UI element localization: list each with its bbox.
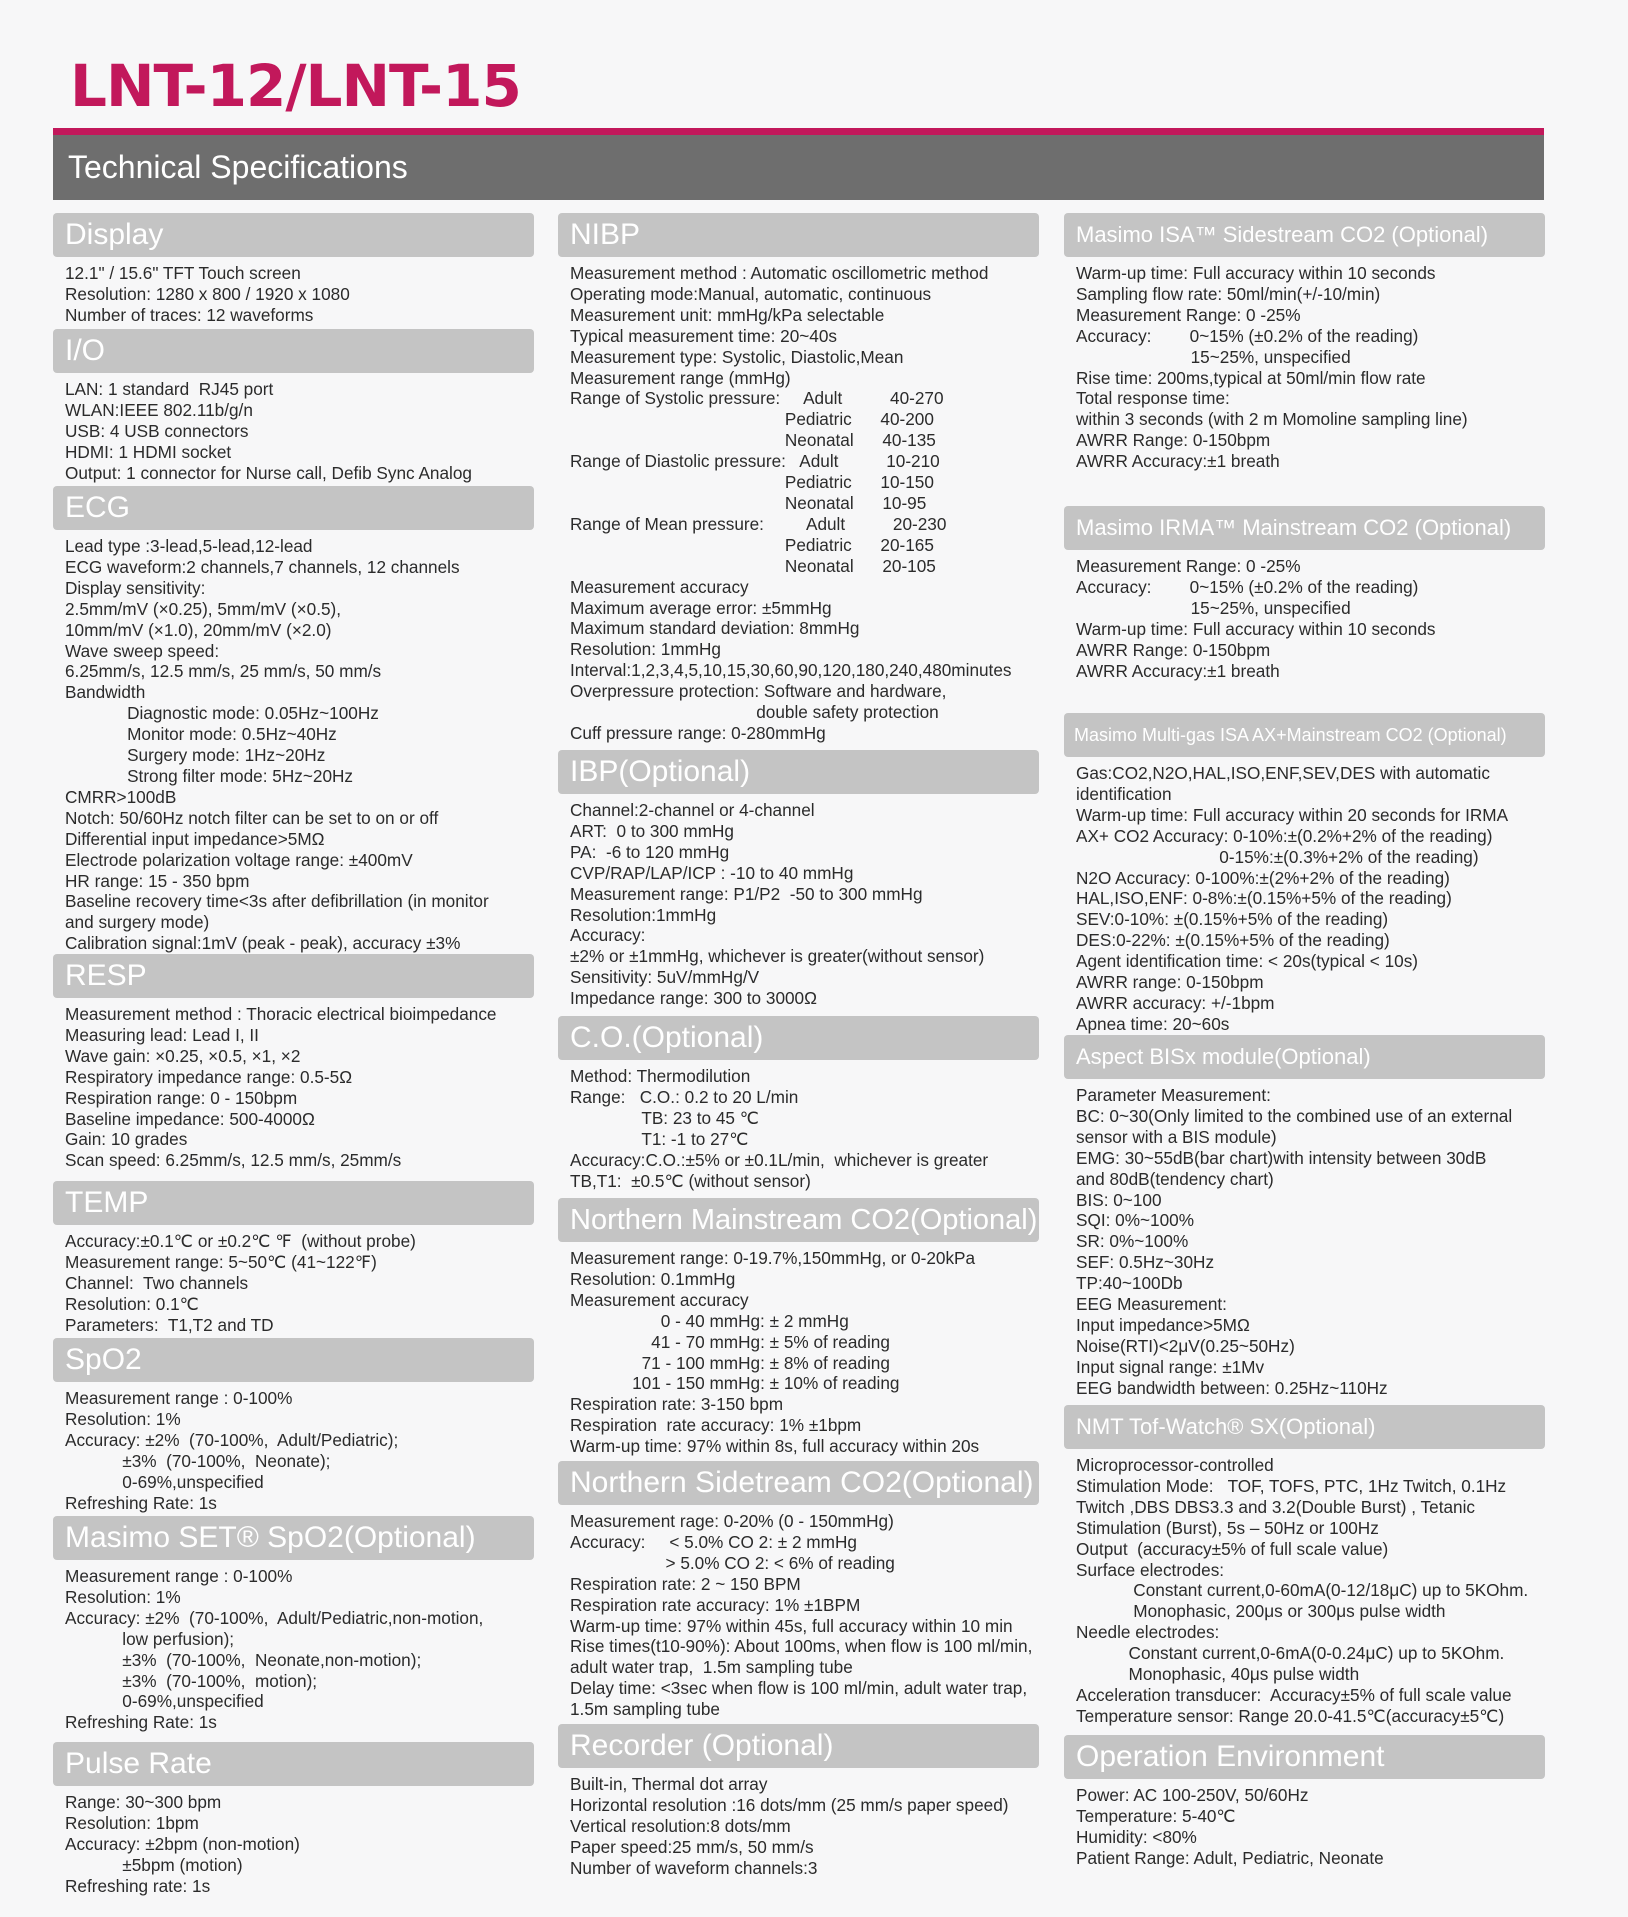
spec-line: Accuracy: ±2% (70-100%, Adult/Pediatric);: [65, 1429, 399, 1450]
spec-line: low perfusion);: [65, 1628, 235, 1649]
spec-line: Range: C.O.: 0.2 to 20 L/min: [570, 1086, 799, 1107]
spec-line: Resolution: 1mmHg: [570, 639, 721, 660]
section-heading: Masimo SET® SpO2(Optional): [53, 1516, 534, 1560]
section-heading: Masimo IRMA™ Mainstream CO2 (Optional): [1064, 506, 1545, 550]
spec-line: Temperature sensor: Range 20.0-41.5℃(accuracy±5℃): [1076, 1705, 1505, 1726]
spec-line: Respiration rate accuracy: 1% ±1bpm: [570, 1415, 862, 1436]
spec-line: Interval:1,2,3,4,5,10,15,30,60,90,120,180,240,480minutes: [570, 660, 1012, 681]
spec-line: Total response time:: [1076, 388, 1230, 409]
spec-line: TB,T1: ±0.5℃ (without sensor): [570, 1170, 811, 1191]
section-heading: NMT Tof-Watch® SX(Optional): [1064, 1405, 1545, 1449]
spec-line: Built-in, Thermal dot array: [570, 1774, 768, 1794]
spec-line: Strong filter mode: 5Hz~20Hz: [65, 765, 354, 786]
spec-line: Measurement accuracy: [570, 576, 749, 597]
spec-line: Accuracy:±0.1℃ or ±0.2℃ ℉ (without probe): [65, 1231, 416, 1251]
spec-line: HAL,ISO,ENF: 0-8%:±(0.15%+5% of the reading): [1076, 888, 1452, 909]
section-northern-sidetream-co2-optional: [558, 1461, 1039, 1724]
spec-line: Scan speed: 6.25mm/s, 12.5 mm/s, 25mm/s: [65, 1150, 402, 1171]
spec-line: AX+ CO2 Accuracy: 0-10%:±(0.2%+2% of the reading): [1076, 825, 1493, 846]
section-banner: Technical Specifications: [53, 135, 1544, 200]
section-heading: Operation Environment: [1064, 1735, 1545, 1779]
spec-line: Accuracy: 0~15% (±0.2% of the reading): [1076, 325, 1419, 346]
spec-line: Constant current,0-6mA(0-0.24μC) up to 5KOhm.: [1076, 1643, 1505, 1664]
spec-line: Monophasic, 200μs or 300μs pulse width: [1076, 1601, 1446, 1622]
spec-line: Notch: 50/60Hz notch filter can be set to on or off: [65, 807, 439, 828]
spec-line: Rise times(t10-90%): About 100ms, when flow is 100 ml/min,: [570, 1636, 1033, 1657]
spec-line: 71 - 100 mmHg: ± 8% of reading: [570, 1352, 890, 1373]
spec-line: Stimulation Mode: TOF, TOFS, PTC, 1Hz Twitch, 0.1Hz: [1076, 1475, 1507, 1496]
section-masimo-isa-sidestream-co2-optional: [1064, 213, 1545, 476]
spec-line: Operating mode:Manual, automatic, continuous: [570, 283, 932, 304]
section-heading: IBP(Optional): [558, 750, 1039, 794]
spec-line: EEG bandwidth between: 0.25Hz~110Hz: [1076, 1377, 1388, 1398]
section-nmt-tof-watch-sx-optional: [1064, 1405, 1545, 1731]
spec-line: BIS: 0~100: [1076, 1189, 1162, 1210]
section-body: [53, 1382, 534, 1517]
spec-line: Resolution: 1bpm: [65, 1812, 199, 1833]
section-body: [558, 794, 1039, 1013]
spec-line: Accuracy: ±2bpm (non-motion): [65, 1833, 300, 1854]
spec-line: Respiratory impedance range: 0.5-5Ω: [65, 1066, 353, 1087]
spec-line: HDMI: 1 HDMI socket: [65, 441, 232, 462]
section-i-o: [53, 329, 534, 488]
spec-line: HR range: 15 - 350 bpm: [65, 870, 250, 891]
spec-line: SEF: 0.5Hz~30Hz: [1076, 1252, 1215, 1273]
spec-line: Refreshing Rate: 1s: [65, 1492, 217, 1513]
section-heading: Recorder (Optional): [558, 1724, 1039, 1768]
spec-line: Refreshing rate: 1s: [65, 1875, 211, 1896]
spec-line: Delay time: <3sec when flow is 100 ml/min, adult water trap,: [570, 1678, 1028, 1699]
spec-line: Respiration rate: 3-150 bpm: [570, 1394, 784, 1415]
section-masimo-multi-gas-isa-ax-mainstream-co2-optional: [1064, 713, 1545, 1039]
spec-line: BC: 0~30(Only limited to the combined use of an external: [1076, 1105, 1513, 1126]
spec-line: 2.5mm/mV (×0.25), 5mm/mV (×0.5),: [65, 598, 342, 619]
spec-line: Gas:CO2,N2O,HAL,ISO,ENF,SEV,DES with automatic: [1076, 763, 1490, 783]
section-heading: NIBP: [558, 213, 1039, 257]
section-operation-environment: [1064, 1735, 1545, 1873]
page-title: LNT-12/LNT-15: [70, 52, 521, 120]
spec-line: Accuracy: < 5.0% CO 2: ± 2 mmHg: [570, 1531, 857, 1552]
spec-line: Resolution: 0.1mmHg: [570, 1268, 736, 1289]
spec-line: Diagnostic mode: 0.05Hz~100Hz: [65, 703, 379, 724]
spec-line: Method: Thermodilution: [570, 1066, 751, 1086]
spec-line: Measurement range: 0-19.7%,150mmHg, or 0-20kPa: [570, 1248, 976, 1268]
spec-line: Accuracy:: [570, 925, 646, 946]
spec-line: CMRR>100dB: [65, 786, 177, 807]
spec-line: Differential input impedance>5MΩ: [65, 828, 325, 849]
spec-line: Warm-up time: Full accuracy within 10 seconds: [1076, 263, 1436, 283]
section-body: [1064, 1779, 1545, 1873]
spec-line: Baseline recovery time<3s after defibrillation (in monitor: [65, 891, 489, 912]
spec-line: Wave sweep speed:: [65, 640, 220, 661]
section-nibp: [558, 213, 1039, 748]
spec-line: Neonatal 40-135: [570, 430, 936, 451]
section-body: [1064, 257, 1545, 476]
section-body: [558, 1768, 1039, 1883]
spec-line: Sensitivity: 5uV/mmHg/V: [570, 967, 760, 988]
spec-line: Measurement range : 0-100%: [65, 1566, 293, 1586]
spec-line: double safety protection: [570, 702, 939, 723]
spec-line: Pediatric 40-200: [570, 409, 934, 430]
section-northern-mainstream-co2-optional: [558, 1198, 1039, 1461]
spec-line: Measurement Range: 0 -25%: [1076, 556, 1301, 576]
title-rule: [53, 128, 1544, 135]
spec-line: 41 - 70 mmHg: ± 5% of reading: [570, 1331, 890, 1352]
spec-line: 0-15%:±(0.3%+2% of the reading): [1076, 846, 1479, 867]
spec-line: Accuracy:C.O.:±5% or ±0.1L/min, whichever is greater: [570, 1149, 989, 1170]
spec-line: Respiration rate: 2 ~ 150 BPM: [570, 1573, 801, 1594]
section-body: [558, 1242, 1039, 1461]
spec-line: N2O Accuracy: 0-100%:±(2%+2% of the reading): [1076, 867, 1450, 888]
spec-line: Measurement method : Automatic oscillometric method: [570, 263, 989, 283]
section-recorder-optional: [558, 1724, 1039, 1883]
section-heading: Masimo ISA™ Sidestream CO2 (Optional): [1064, 213, 1545, 257]
section-masimo-set-spo2-optional: [53, 1516, 534, 1737]
spec-line: Typical measurement time: 20~40s: [570, 325, 838, 346]
section-resp: [53, 954, 534, 1175]
spec-line: Apnea time: 20~60s: [1076, 1013, 1230, 1034]
spec-line: AWRR Range: 0-150bpm: [1076, 639, 1271, 660]
spec-line: Pediatric 10-150: [570, 472, 934, 493]
section-body: [53, 1225, 534, 1340]
section-body: [1064, 757, 1545, 1039]
spec-line: ECG waveform:2 channels,7 channels, 12 channels: [65, 556, 460, 577]
spec-line: Parameter Measurement:: [1076, 1085, 1271, 1105]
spec-line: within 3 seconds (with 2 m Momoline sampling line): [1076, 409, 1468, 430]
spec-line: CVP/RAP/LAP/ICP : -10 to 40 mmHg: [570, 862, 854, 883]
section-body: [53, 1786, 534, 1901]
spec-line: Vertical resolution:8 dots/mm: [570, 1815, 791, 1836]
spec-line: WLAN:IEEE 802.11b/g/n: [65, 399, 253, 420]
spec-line: adult water trap, 1.5m sampling tube: [570, 1657, 853, 1678]
spec-line: Wave gain: ×0.25, ×0.5, ×1, ×2: [65, 1045, 301, 1066]
spec-line: Paper speed:25 mm/s, 50 mm/s: [570, 1836, 814, 1857]
section-body: [1064, 1079, 1545, 1403]
section-heading: Pulse Rate: [53, 1742, 534, 1786]
spec-line: EEG Measurement:: [1076, 1294, 1227, 1315]
spec-line: Measurement range: P1/P2 -50 to 300 mmHg: [570, 883, 923, 904]
spec-line: Output: 1 connector for Nurse call, Defib Sync Analog: [65, 462, 472, 483]
spec-line: Accuracy: ±2% (70-100%, Adult/Pediatric,non-motion,: [65, 1607, 484, 1628]
spec-line: ±3% (70-100%, Neonate,non-motion);: [65, 1649, 422, 1670]
spec-line: Channel:2-channel or 4-channel: [570, 800, 815, 820]
section-display: [53, 213, 534, 330]
spec-line: TB: 23 to 45 ℃: [570, 1107, 760, 1128]
spec-line: AWRR Range: 0-150bpm: [1076, 430, 1271, 451]
section-heading: Display: [53, 213, 534, 257]
spec-line: Cuff pressure range: 0-280mmHg: [570, 722, 826, 743]
spec-line: Warm-up time: Full accuracy within 10 seconds: [1076, 618, 1436, 639]
spec-line: Agent identification time: < 20s(typical < 10s): [1076, 951, 1419, 972]
spec-line: Rise time: 200ms,typical at 50ml/min flow rate: [1076, 367, 1426, 388]
section-ecg: [53, 486, 534, 958]
spec-line: Warm-up time: 97% within 45s, full accuracy within 10 min: [570, 1615, 1013, 1636]
spec-line: Refreshing Rate: 1s: [65, 1712, 217, 1733]
spec-line: USB: 4 USB connectors: [65, 420, 249, 441]
spec-line: Measurement unit: mmHg/kPa selectable: [570, 304, 885, 325]
spec-line: Resolution: 0.1℃: [65, 1293, 199, 1314]
spec-line: Range of Systolic pressure: Adult 40-270: [570, 388, 944, 409]
section-aspect-bisx-module-optional: [1064, 1035, 1545, 1403]
spec-line: Measurement accuracy: [570, 1289, 749, 1310]
spec-line: Display sensitivity:: [65, 577, 206, 598]
spec-line: Measurement type: Systolic, Diastolic,Mean: [570, 346, 904, 367]
spec-line: Temperature: 5-40℃: [1076, 1805, 1236, 1826]
spec-line: Noise(RTI)<2μV(0.25~50Hz): [1076, 1335, 1295, 1356]
spec-line: Resolution: 1280 x 800 / 1920 x 1080: [65, 283, 350, 304]
spec-line: Output (accuracy±5% of full scale value): [1076, 1538, 1389, 1559]
spec-line: 12.1" / 15.6" TFT Touch screen: [65, 263, 301, 283]
section-spo2: [53, 1338, 534, 1517]
spec-line: LAN: 1 standard RJ45 port: [65, 379, 274, 399]
spec-line: Pediatric 20-165: [570, 534, 934, 555]
spec-line: Resolution: 1%: [65, 1586, 181, 1607]
spec-line: ±5bpm (motion): [65, 1854, 243, 1875]
section-body: [53, 1560, 534, 1737]
section-heading: C.O.(Optional): [558, 1016, 1039, 1060]
spec-line: Acceleration transducer: Accuracy±5% of full scale value: [1076, 1684, 1512, 1705]
spec-line: 15~25%, unspecified: [1076, 597, 1351, 618]
spec-line: 1.5m sampling tube: [570, 1699, 720, 1720]
spec-line: Baseline impedance: 500-4000Ω: [65, 1108, 315, 1129]
spec-line: Monophasic, 40μs pulse width: [1076, 1664, 1360, 1685]
section-heading: Aspect BISx module(Optional): [1064, 1035, 1545, 1079]
spec-line: Number of waveform channels:3: [570, 1857, 818, 1878]
spec-line: sensor with a BIS module): [1076, 1126, 1277, 1147]
section-body: [1064, 550, 1545, 685]
section-heading: I/O: [53, 329, 534, 373]
spec-line: and 80dB(tendency chart): [1076, 1168, 1274, 1189]
spec-line: Respiration range: 0 - 150bpm: [65, 1087, 298, 1108]
spec-line: AWRR Accuracy:±1 breath: [1076, 451, 1280, 472]
spec-line: Measurement method : Thoracic electrical bioimpedance: [65, 1004, 497, 1024]
section-heading: ECG: [53, 486, 534, 530]
spec-line: TP:40~100Db: [1076, 1273, 1183, 1294]
spec-line: Measuring lead: Lead I, II: [65, 1024, 259, 1045]
spec-line: Horizontal resolution :16 dots/mm (25 mm/s paper speed): [570, 1794, 1009, 1815]
spec-line: Surface electrodes:: [1076, 1559, 1225, 1580]
section-ibp-optional: [558, 750, 1039, 1013]
section-heading: Northern Sidetream CO2(Optional): [558, 1461, 1039, 1505]
spec-line: Measurement rage: 0-20% (0 - 150mmHg): [570, 1511, 894, 1531]
spec-line: Measurement Range: 0 -25%: [1076, 304, 1301, 325]
spec-line: Number of traces: 12 waveforms: [65, 304, 314, 325]
spec-line: 15~25%, unspecified: [1076, 346, 1351, 367]
spec-line: Microprocessor-controlled: [1076, 1455, 1274, 1475]
spec-line: Parameters: T1,T2 and TD: [65, 1314, 274, 1335]
spec-line: Range: 30~300 bpm: [65, 1792, 222, 1812]
spec-line: ±3% (70-100%, Neonate);: [65, 1450, 331, 1471]
spec-line: Maximum average error: ±5mmHg: [570, 597, 832, 618]
spec-line: Measurement range : 0-100%: [65, 1388, 293, 1408]
spec-line: ART: 0 to 300 mmHg: [570, 820, 734, 841]
spec-line: Stimulation (Burst), 5s – 50Hz or 100Hz: [1076, 1517, 1379, 1538]
spec-line: Range of Mean pressure: Adult 20-230: [570, 513, 947, 534]
spec-line: 0 - 40 mmHg: ± 2 mmHg: [570, 1310, 849, 1331]
spec-line: AWRR range: 0-150bpm: [1076, 972, 1264, 993]
spec-line: Respiration rate accuracy: 1% ±1BPM: [570, 1594, 861, 1615]
spec-line: Gain: 10 grades: [65, 1129, 188, 1150]
spec-line: Input signal range: ±1Mv: [1076, 1356, 1265, 1377]
spec-line: SEV:0-10%: ±(0.15%+5% of the reading): [1076, 909, 1389, 930]
spec-line: PA: -6 to 120 mmHg: [570, 841, 730, 862]
spec-line: Power: AC 100-250V, 50/60Hz: [1076, 1785, 1309, 1805]
spec-line: Impedance range: 300 to 3000Ω: [570, 988, 817, 1009]
spec-line: 0-69%,unspecified: [65, 1691, 264, 1712]
spec-line: SR: 0%~100%: [1076, 1231, 1189, 1252]
section-c-o-optional: [558, 1016, 1039, 1195]
spec-line: Measurement range (mmHg): [570, 367, 791, 388]
spec-line: Warm-up time: 97% within 8s, full accuracy within 20s: [570, 1436, 980, 1457]
spec-line: Input impedance>5MΩ: [1076, 1314, 1250, 1335]
spec-line: Needle electrodes:: [1076, 1622, 1220, 1643]
spec-line: Constant current,0-60mA(0-12/18μC) up to 5KOhm.: [1076, 1580, 1529, 1601]
section-heading: Masimo Multi-gas ISA AX+Mainstream CO2 (Optional): [1064, 713, 1545, 757]
spec-line: Patient Range: Adult, Pediatric, Neonate: [1076, 1847, 1384, 1868]
spec-line: Overpressure protection: Software and hardware,: [570, 681, 947, 702]
section-masimo-irma-mainstream-co2-optional: [1064, 506, 1545, 685]
spec-line: ±2% or ±1mmHg, whichever is greater(without sensor): [570, 946, 985, 967]
spec-line: Humidity: <80%: [1076, 1826, 1197, 1847]
spec-line: ±3% (70-100%, motion);: [65, 1670, 318, 1691]
spec-line: EMG: 30~55dB(bar chart)with intensity between 30dB: [1076, 1147, 1487, 1168]
section-body: [1064, 1449, 1545, 1731]
spec-line: Monitor mode: 0.5Hz~40Hz: [65, 724, 337, 745]
spec-line: Twitch ,DBS DBS3.3 and 3.2(Double Burst) , Tetanic: [1076, 1496, 1476, 1517]
section-body: [53, 998, 534, 1175]
section-body: [558, 1060, 1039, 1195]
spec-line: DES:0-22%: ±(0.15%+5% of the reading): [1076, 930, 1390, 951]
spec-line: Channel: Two channels: [65, 1272, 249, 1293]
spec-line: Measurement range: 5~50℃ (41~122℉): [65, 1251, 377, 1272]
spec-line: T1: -1 to 27℃: [570, 1128, 749, 1149]
spec-line: Warm-up time: Full accuracy within 20 seconds for IRMA: [1076, 804, 1509, 825]
section-body: [53, 530, 534, 958]
spec-line: > 5.0% CO 2: < 6% of reading: [570, 1552, 895, 1573]
spec-line: Resolution:1mmHg: [570, 904, 717, 925]
section-heading: TEMP: [53, 1181, 534, 1225]
section-temp: [53, 1181, 534, 1340]
spec-line: Resolution: 1%: [65, 1408, 181, 1429]
spec-line: Maximum standard deviation: 8mmHg: [570, 618, 860, 639]
spec-line: SQI: 0%~100%: [1076, 1210, 1194, 1231]
spec-line: Range of Diastolic pressure: Adult 10-210: [570, 451, 940, 472]
spec-line: Electrode polarization voltage range: ±400mV: [65, 849, 413, 870]
section-body: [558, 257, 1039, 748]
spec-line: AWRR accuracy: +/-1bpm: [1076, 992, 1275, 1013]
spec-line: 10mm/mV (×1.0), 20mm/mV (×2.0): [65, 619, 332, 640]
spec-line: Neonatal 10-95: [570, 492, 927, 513]
spec-line: Sampling flow rate: 50ml/min(+/-10/min): [1076, 283, 1381, 304]
spec-line: 6.25mm/s, 12.5 mm/s, 25 mm/s, 50 mm/s: [65, 661, 382, 682]
section-body: [53, 373, 534, 488]
spec-line: 101 - 150 mmHg: ± 10% of reading: [570, 1373, 900, 1394]
spec-line: Bandwidth: [65, 682, 146, 703]
section-body: [53, 257, 534, 330]
section-body: [558, 1505, 1039, 1724]
spec-line: 0-69%,unspecified: [65, 1471, 264, 1492]
section-pulse-rate: [53, 1742, 534, 1901]
spec-line: Calibration signal:1mV (peak - peak), accuracy ±3%: [65, 933, 461, 954]
spec-line: and surgery mode): [65, 912, 210, 933]
spec-line: Neonatal 20-105: [570, 555, 936, 576]
spec-line: AWRR Accuracy:±1 breath: [1076, 660, 1280, 681]
spec-line: Surgery mode: 1Hz~20Hz: [65, 745, 326, 766]
section-heading: SpO2: [53, 1338, 534, 1382]
spec-line: Lead type :3-lead,5-lead,12-lead: [65, 536, 313, 556]
spec-line: identification: [1076, 783, 1172, 804]
section-heading: Northern Mainstream CO2(Optional): [558, 1198, 1039, 1242]
spec-line: Accuracy: 0~15% (±0.2% of the reading): [1076, 576, 1419, 597]
section-heading: RESP: [53, 954, 534, 998]
